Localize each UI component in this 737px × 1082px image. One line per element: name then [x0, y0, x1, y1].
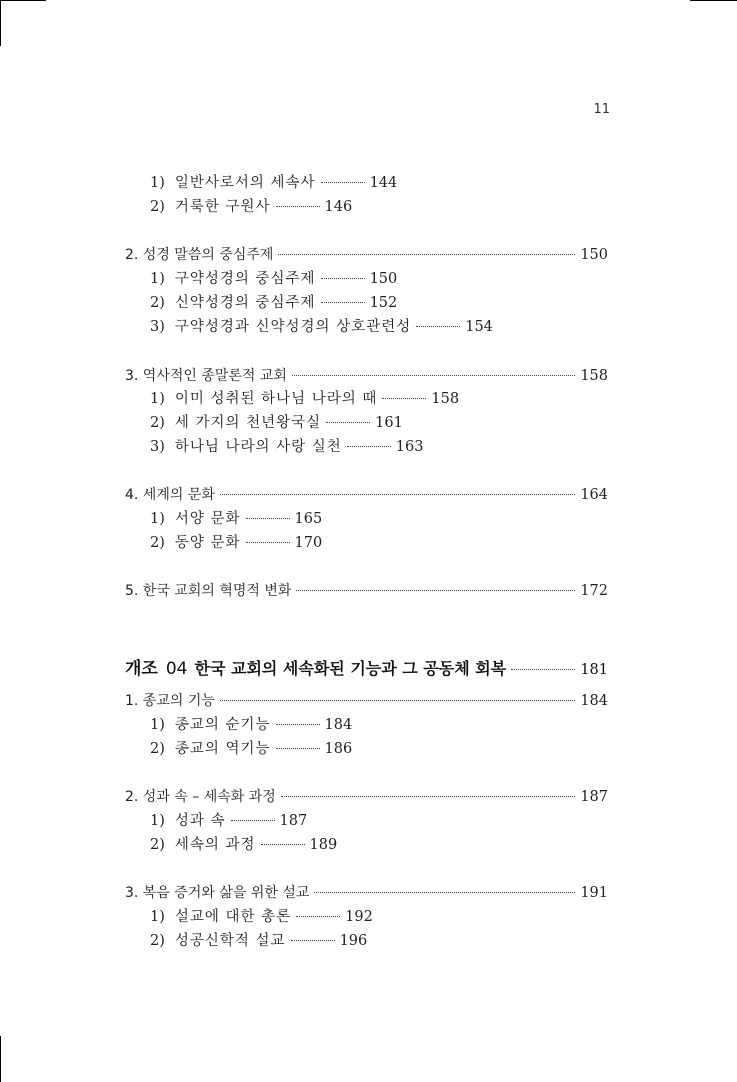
toc-page-number: 181 — [580, 662, 608, 678]
dot-leader — [220, 494, 575, 495]
dot-leader — [314, 892, 575, 893]
toc-item-title: 1. 종교의 기능 — [125, 693, 215, 709]
toc-item-number: 1) — [150, 391, 165, 407]
toc-item-number: 2) — [150, 199, 165, 215]
toc-item-title: 3. 역사적인 종말론적 교회 — [125, 368, 287, 384]
toc-item-title: 2. 성과 속 – 세속화 과정 — [125, 789, 276, 805]
toc-item-number: 1) — [150, 175, 165, 191]
toc-subsection[interactable] — [150, 907, 373, 927]
dot-leader — [321, 302, 365, 303]
toc-subsection[interactable] — [150, 269, 397, 289]
toc-item-number: 2) — [150, 535, 165, 551]
toc-subsection[interactable] — [150, 509, 322, 529]
toc-item-title: 성공신학적 설교 — [174, 933, 286, 949]
toc-item-title: 설교에 대한 총론 — [174, 909, 292, 925]
toc-subsection[interactable] — [150, 739, 352, 759]
toc-subsection[interactable] — [150, 715, 352, 735]
toc-subsection[interactable] — [150, 835, 337, 855]
dot-leader — [220, 700, 575, 701]
toc-page-number: 158 — [431, 391, 460, 407]
toc-page-number: 196 — [339, 933, 368, 949]
toc-page-number: 163 — [395, 439, 424, 455]
toc-page-number: 146 — [324, 199, 353, 215]
page-number: 11 — [593, 102, 610, 117]
toc-item-number: 1) — [150, 511, 165, 527]
dot-leader — [321, 182, 365, 183]
chapter-label: 개조 — [125, 659, 158, 679]
toc-item-title: 3. 복음 증거와 삶을 위한 설교 — [125, 885, 310, 901]
toc-section[interactable] — [125, 366, 608, 386]
toc-item-title: 종교의 순기능 — [174, 717, 271, 733]
toc-item-number: 2) — [150, 295, 165, 311]
toc-page-number: 184 — [580, 693, 608, 709]
toc-item-number: 1) — [150, 909, 165, 925]
toc-section[interactable] — [125, 485, 608, 505]
toc-item-number: 2) — [150, 837, 165, 853]
dot-leader — [246, 518, 290, 519]
toc-item-number: 3) — [150, 319, 165, 335]
crop-mark-bottom-left-v — [0, 1036, 1, 1082]
toc-page-number: 154 — [465, 319, 493, 335]
toc-subsection[interactable] — [150, 317, 493, 337]
toc-subsection[interactable] — [150, 533, 322, 553]
toc-item-title: 하나님 나라의 사랑 실천 — [174, 439, 342, 455]
dot-leader — [296, 916, 340, 917]
toc-subsection[interactable] — [150, 811, 307, 831]
toc-page-number: 158 — [580, 368, 608, 384]
toc-item-title: 세속의 과정 — [174, 837, 256, 853]
toc-section[interactable] — [125, 883, 608, 903]
dot-leader — [347, 446, 391, 447]
toc-page-number: 170 — [294, 535, 323, 551]
dot-leader — [321, 278, 365, 279]
dot-leader — [276, 748, 320, 749]
toc-page-number: 165 — [294, 511, 323, 527]
dot-leader — [382, 398, 426, 399]
toc-page-number: 152 — [369, 295, 398, 311]
toc-page-number: 172 — [580, 583, 608, 599]
dot-leader — [291, 940, 335, 941]
toc-subsection[interactable] — [150, 931, 367, 951]
dot-leader — [326, 422, 370, 423]
toc-page-number: 150 — [369, 271, 398, 287]
dot-leader — [292, 375, 575, 376]
toc-page-number: 187 — [279, 813, 308, 829]
toc-section[interactable] — [125, 787, 608, 807]
toc-item-title: 종교의 역기능 — [174, 741, 271, 757]
dot-leader — [231, 820, 275, 821]
toc-page-number: 184 — [324, 717, 353, 733]
dot-leader — [281, 796, 576, 797]
toc-page-number: 187 — [580, 789, 608, 805]
toc-item-number: 1) — [150, 813, 165, 829]
crop-mark-top-right-h — [690, 0, 737, 1]
toc-item-number: 1) — [150, 271, 165, 287]
toc-subsection[interactable] — [150, 437, 423, 457]
dot-leader — [296, 590, 575, 591]
toc-page-number: 161 — [375, 415, 403, 431]
toc-item-number: 1) — [150, 717, 165, 733]
toc-item-number: 3) — [150, 439, 165, 455]
dot-leader — [276, 724, 320, 725]
toc-page-number: 189 — [309, 837, 338, 853]
toc-item-title: 5. 한국 교회의 혁명적 변화 — [125, 583, 292, 599]
crop-mark-top-left-v — [0, 0, 1, 46]
toc-page-number: 186 — [324, 741, 353, 757]
toc-page-number: 191 — [580, 885, 608, 901]
toc-subsection[interactable] — [150, 293, 397, 313]
toc-item-title: 세 가지의 천년왕국실 — [174, 415, 322, 431]
dot-leader — [246, 542, 290, 543]
dot-leader — [276, 206, 320, 207]
toc-item-title: 동양 문화 — [174, 535, 241, 551]
toc-item-title: 이미 성취된 하나님 나라의 때 — [174, 391, 378, 407]
dot-leader — [511, 669, 575, 670]
toc-item-number: 2) — [150, 933, 165, 949]
toc-page-number: 144 — [369, 175, 398, 191]
chapter-number: 04 — [165, 659, 188, 679]
toc-page-number: 192 — [345, 909, 373, 925]
toc-item-title: 2. 성경 말씀의 중심주제 — [125, 247, 274, 263]
toc-item-title: 일반사로서의 세속사 — [174, 175, 316, 191]
dot-leader — [278, 254, 575, 255]
toc-page-number: 164 — [580, 487, 608, 503]
toc-chapter[interactable] — [125, 659, 608, 680]
toc-subsection[interactable] — [150, 173, 397, 193]
dot-leader — [416, 326, 460, 327]
chapter-title: 한국 교회의 세속화된 기능과 그 공동체 회복 — [194, 659, 507, 678]
toc-subsection[interactable] — [150, 197, 352, 217]
toc-subsection[interactable] — [150, 413, 403, 433]
toc-item-title: 4. 세계의 문화 — [125, 487, 215, 503]
toc-item-title: 신약성경의 중심주제 — [174, 295, 316, 311]
crop-mark-top-left-h — [0, 0, 46, 1]
toc-subsection[interactable] — [150, 389, 459, 409]
toc-section[interactable] — [125, 691, 608, 711]
toc-item-number: 2) — [150, 741, 165, 757]
toc-item-title: 서양 문화 — [174, 511, 241, 527]
toc-page-number: 150 — [580, 247, 608, 263]
toc-item-title: 구약성경과 신약성경의 상호관련성 — [174, 319, 412, 335]
toc-item-title: 거룩한 구원사 — [174, 199, 271, 215]
dot-leader — [261, 844, 305, 845]
toc-item-number: 2) — [150, 415, 165, 431]
toc-item-title: 성과 속 — [174, 813, 226, 829]
toc-item-title: 구약성경의 중심주제 — [174, 271, 316, 287]
toc-section[interactable] — [125, 245, 608, 265]
toc-section[interactable] — [125, 581, 608, 601]
